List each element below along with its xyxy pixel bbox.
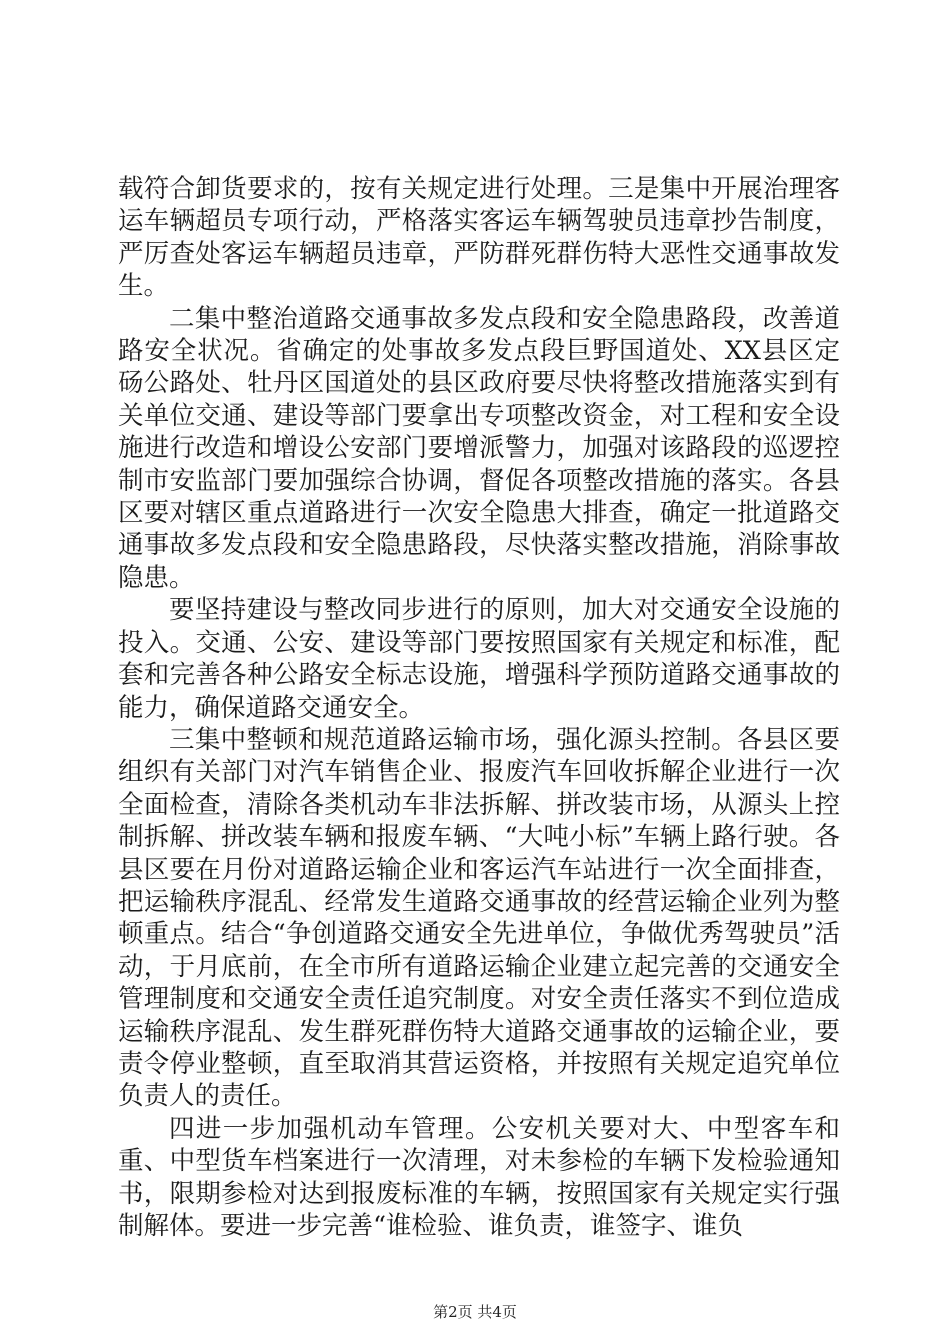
paragraph-1: 载符合卸货要求的，按有关规定进行处理。三是集中开展治理客运车辆超员专项行动，严格落实客运车辆驾驶员违章抄告制度，严厉查处客运车辆超员违章，严防群死群伤特大恶性交通事故发生。 <box>118 174 840 302</box>
paragraph-2: 二集中整治道路交通事故多发点段和安全隐患路段，改善道路安全状况。省确定的处事故多发点段巨野国道处、XX县区定砀公路处、牡丹区国道处的县区政府要尽快将整改措施落实到有关单位交通、建设等部门要拿出专项整改资金，对工程和安全设施进行改造和增设公安部门要增派警力，加强对该路段的巡逻控制市安监部门要加强综合协调，督促各项整改措施的落实。各县区要对辖区重点道路进行一次安全隐患大排查，确定一批道路交通事故多发点段和安全隐患路段，尽快落实整改措施，消除事故隐患。 <box>118 303 840 593</box>
paragraph-4: 三集中整顿和规范道路运输市场，强化源头控制。各县区要组织有关部门对汽车销售企业、报废汽车回收拆解企业进行一次全面检查，清除各类机动车非法拆解、拼改装市场，从源头上控制拆解、拼改装车辆和报废车辆、“大吨小标”车辆上路行驶。各县区要在月份对道路运输企业和客运汽车站进行一次全面排查，把运输秩序混乱、经常发生道路交通事故的经营运输企业列为整顿重点。结合“争创道路交通安全先进单位，争做优秀驾驶员”活动，于月底前，在全市所有道路运输企业建立起完善的交通安全管理制度和交通安全责任追究制度。对安全责任落实不到位造成运输秩序混乱、发生群死群伤特大道路交通事故的运输企业，要责令停业整顿，直至取消其营运资格，并按照有关规定追究单位负责人的责任。 <box>118 724 840 1112</box>
paragraph-3: 要坚持建设与整改同步进行的原则，加大对交通安全设施的投入。交通、公安、建设等部门要按照国家有关规定和标准，配套和完善各种公路安全标志设施，增强科学预防道路交通事故的能力，确保道路交通安全。 <box>118 595 840 723</box>
paragraph-5: 四进一步加强机动车管理。公安机关要对大、中型客车和重、中型货车档案进行一次清理，对未参检的车辆下发检验通知书，限期参检对达到报废标准的车辆，按照国家有关规定实行强制解体。要进一步完善“谁检验、谁负责，谁签字、谁负 <box>118 1113 840 1241</box>
body-text <box>118 173 840 1242</box>
page-footer: 第2页 共4页 <box>433 1303 517 1321</box>
